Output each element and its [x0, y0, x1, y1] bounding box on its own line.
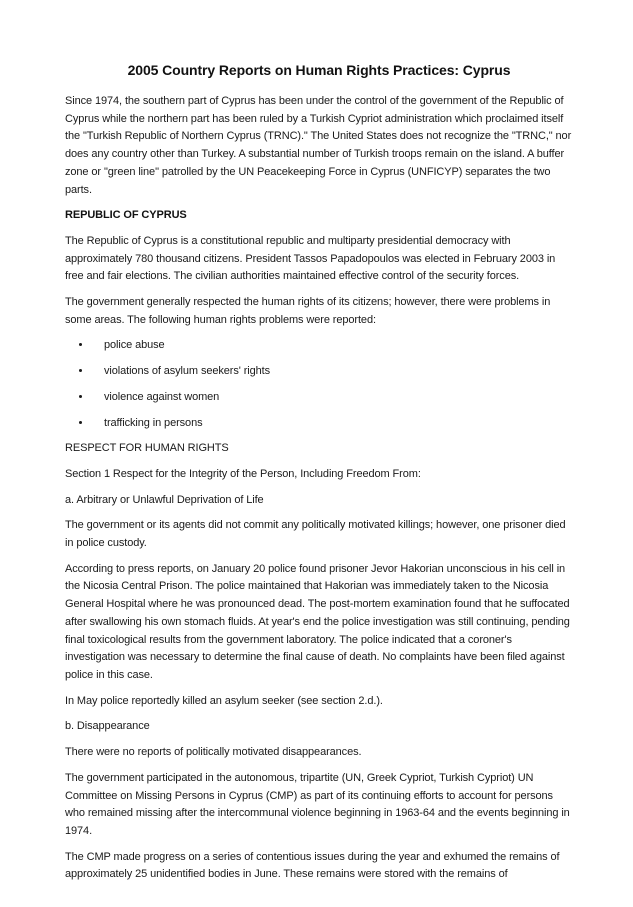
paragraph-no-political-killings: The government or its agents did not commit any politically motivated killings; however, one prisoner died in police custody. [65, 519, 566, 550]
paragraph-intro-cyprus-division: Since 1974, the southern part of Cyprus has been under the control of the government of the Republic of Cyprus while the northern part has been ruled by a Turkish Cypriot administration which proclaimed itself the "Turkish Republic of Northern Cyprus (TRNC)." The United States does not recognize the "TRNC," nor does any country other than Turkey. A substantial number of Turkish troops remain on the island. A buffer zone or "green line" patrolled by the UN Peacekeeping Force in Cyprus (UNFICYP) separates the two parts. [65, 95, 572, 196]
heading-subsection-b-disappearance: b. Disappearance [65, 720, 150, 733]
paragraph-problems-intro: The government generally respected the human rights of its citizens; however, there were problems in some areas. The following human rights problems were reported: [65, 296, 551, 326]
human-rights-problems-list [65, 337, 573, 432]
heading-subsection-a-deprivation-of-life: a. Arbitrary or Unlawful Deprivation of Life [65, 493, 264, 506]
paragraph-hakorian-case: According to press reports, on January 20 police found prisoner Jevor Hakorian unconscious in his cell in the Nicosia Central Prison. The police maintained that Hakorian was immediately taken to the Nicosia General Hospital where he was pronounced dead. The post-mortem examination found that he suffocated after swallowing his own stomach fluids. At year's end the police investigation was still continuing, pending final toxicological results from the government laboratory. The police indicated that a coroner's investigation was necessary to determine the final cause of death. No complaints have been filed against police in this case. [65, 562, 570, 681]
list-item-violence-against-women: • violence against women [92, 389, 573, 407]
paragraph-cmp-committee: The government participated in the autonomous, tripartite (UN, Greek Cypriot, Turkish Cypriot) UN Committee on Missing Persons in Cyprus (CMP) as part of its continuing efforts to account for persons who remained missing after the intercommunal violence beginning in 1963-64 and the events beginning in 1974. [65, 771, 570, 837]
list-item-trafficking-in-persons: • trafficking in persons [92, 415, 573, 433]
list-item-asylum-seekers-rights: • violations of asylum seekers' rights [92, 363, 573, 381]
paragraph-asylum-seeker-killed: In May police reportedly killed an asylum seeker (see section 2.d.). [65, 694, 383, 707]
list-item-police-abuse: • police abuse [92, 337, 573, 355]
paragraph-democracy-overview: The Republic of Cyprus is a constitutional republic and multiparty presidential democracy with approximately 780 thousand citizens. President Tassos Papadopoulos was elected in February 2003 in free and fair elections. The civilian authorities maintained effective control of the security forces. [65, 234, 556, 283]
heading-section-1: Section 1 Respect for the Integrity of the Person, Including Freedom From: [65, 467, 421, 480]
paragraph-no-disappearances: There were no reports of politically motivated disappearances. [65, 746, 362, 759]
heading-republic-of-cyprus: REPUBLIC OF CYPRUS [65, 209, 187, 222]
paragraph-cmp-progress: The CMP made progress on a series of contentious issues during the year and exhumed the remains of approximately 25 unidentified bodies in June. These remains were stored with the remains of [65, 850, 560, 881]
document-title: 2005 Country Reports on Human Rights Practices: Cyprus [127, 62, 511, 78]
heading-respect-for-human-rights: RESPECT FOR HUMAN RIGHTS [65, 442, 229, 455]
